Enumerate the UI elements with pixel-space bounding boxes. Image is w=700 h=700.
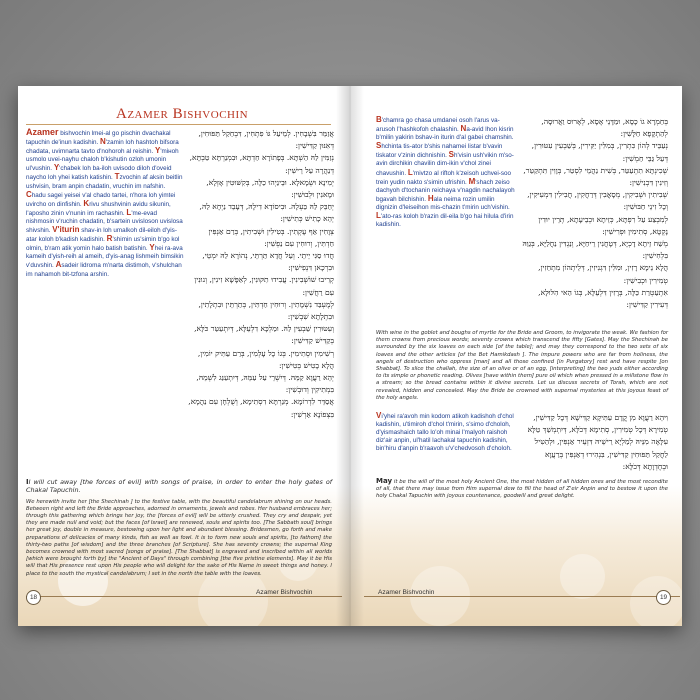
left-page: [18, 86, 350, 626]
hebrew-block: [520, 412, 668, 473]
heading-rule: [26, 124, 331, 125]
hebrew-stanza: הֲלָא נֵימָא רָזִין, וּמִלִּין דִּגְנִיזִין, דְּלֵיתְהוֹן מִתְחַזִין, טְמִירִין וּכְבִישִׁין:: [538, 263, 668, 285]
hebrew-stanza: שְׁבִיתִין וּשְׁבִיקִין, מְסָאֲבִין דְּרַחֲקִין, חֲבִילִין דִּמְעִיקִין, וְכָל זִינֵי חַבּוּשִׁין:: [527, 190, 668, 212]
footer-title: Azamer Bishvochin: [378, 589, 435, 596]
transliteration-column: [376, 116, 516, 229]
transliteration-text: [376, 116, 516, 229]
stanza-text: 'mivtzo al riftoh k'zeisoh uchvei-soo trein yudin nakto s'simin ufrishin.: [376, 169, 512, 186]
stanza-text: 'chabek loh ba-iloh uvisodo diloh d'oveid naycho loh yhei katish katishin.: [26, 165, 172, 182]
stanza-lead: C: [26, 189, 32, 199]
open-book: [18, 86, 682, 626]
hebrew-stanza: נְעַבֵּיד לְהוֹן כִּתְרִין, בְּמִלִּין יַקִּירִין, בְּשַׁבְעִין עִטּוּרִין, דְּעַל גַּבֵּי חַמְשִׁין:: [531, 141, 668, 163]
bokeh-light: [560, 554, 605, 599]
hebrew-stanza: בְּחַמְרָא גוֹ כָסָא, וּמַדָּנֵי אָסָא, לְאָרוּס וַאֲרוּסָה, לְהַתְקָפָא חַלָּשִׁין:: [541, 117, 668, 139]
stanza-text: ala neima rozin umilin dignizin d'leiseihon mis-chazin t'mirin uch'vishin.: [376, 195, 510, 211]
english-translation: [26, 478, 332, 578]
hebrew-stanza: אֲסַדֵּר לִדְרוֹמָא. מְנַרְתָּא דִסְתִימָא, וְשֻׁלְחָן עִם נַהֲמָא, בִּצְפוֹנָא אַרְשִׁין:: [188, 397, 334, 419]
english-paragraph: With wine in the goblet and boughs of myrtle for the Bride and Groom, to invigorate the weak. We fashion for them crowns from precious words; seventy crowns which transcend the fifty [Gates]. May the Shechinah be surrounded by the six loaves on each side [of the table]; and may they correspond to the two sets of six loaves and the other articles [of the Bet Hamikdash ]. The impure powers who are far from holiness, the angels of destruction who oppress [man] and all those confined [in Purgatory] rest and have respite [on Shabbat]. To slice the challah, the size of an olive or of an egg, [interpreting] the two yuds either according to its simple or phonetic reading. Olives [have within them] pure oil which when pressed in a millstone flow in a stream; so the bread contains within it divine secrets. Let us discuss secrets of Torah, which are not revealed, hidden and concealed. May the Bride be crowned with supernal mysteries at this joyous feast of the holy angels.: [376, 330, 668, 401]
stanza-text: 'mінoh usmolo uvei-nayhu chaloh b'kishutin ozloh umonin ul'vushin.: [26, 148, 179, 173]
transliteration-block: [376, 412, 516, 453]
stanza-lead: S: [376, 141, 382, 151]
stanza-lead: M: [468, 176, 476, 186]
hebrew-stanza: חֲדוּ סַגִּי יֵיתֵי. וְעַל חֲדָא תַּרְתֵּי, נְהוֹרָא לַהּ יִמְטֵי, וּבִרְכָאן דִּנְפִישִׁין:: [202, 251, 334, 273]
stanza-text: zvochin af aksin beitlin ushvisin, bram anpin chadatin, vruchin im nafshin.: [26, 174, 183, 190]
stanza-lead: V: [376, 411, 382, 420]
stanza-text: h'visin ush'vikin m'so-avin dirchikin chavilin dim-ikin v'chol zinei chavushin.: [376, 152, 514, 177]
footer-rule: [26, 596, 342, 597]
stanza-lead: S: [448, 150, 454, 160]
stanza-lead: K: [83, 198, 90, 208]
hebrew-column: [188, 128, 334, 421]
page-heading: Azamer Bishvochin: [116, 106, 249, 122]
hebrew-stanza: שְׁכִינְתָּא תִתְעַטַּר, בְּשִׁית נַהֲמֵי לִסְטַר, בְּוָוִין תִּתְקַטַּר, וְזִינִין דִּכְנִישִׁין:: [523, 165, 668, 188]
stanza-lead: L: [126, 207, 132, 217]
stanza-lead: Y: [53, 163, 60, 173]
stanza-text: hchinta tis-ator b'shis nahamei listar b'vavin tiskator v'zinin dichnishin.: [376, 143, 503, 160]
hebrew-stanza: יְחַבֵּק לַהּ בַּעְלָהּ. וּבִיסוֹדָא דִילָהּ, דְּעָבֵד נַיְחָא לַהּ, יְהֵא כָתִישׁ כְּתִישִׁין:: [199, 202, 334, 224]
footer-title: Azamer Bishvochin: [256, 589, 313, 596]
stanza-text: 'chamra go chasa umdanei osoh l'arus va-arusoh l'hashkofoh chalashin.: [376, 117, 500, 134]
english-paragraph: We herewith invite her [the Shechinah ] to the festive table, with the beautiful candelabrum shining on our heads. Between right and left the Bride approaches, adorned in ornaments, jewels and robes. Her husband embraces her; through this gathering which brings her joy, the [forces of evil] will be utterly crushed. They cry and despair, yet they are made null and void; but the faces [of Israel] are renewed, souls and spirits too. [The Sabbath soul] brings her great joy, double in measure, bestowing upon her light and abundant blessing. Bridesmen, go forth and make preparations of delicacies of many kinds, fish as well as fowl. It is to form new souls and spirits, [to fathom] the thirty-two paths [of wisdom] and the three branches [of Scripture]. She has seventy crowns; the supernal King becomes crowned with most sacred [songs of praise]. [The Shabbat] is engraved and inscribed within all worlds [which were brought forth by] the "Ancient of Days" through combining [the five pristine elements]. May it be His will that His presence rest upon His people who will delight for the sake of His Name in sweet things and honey. I place to the south the mystical candelabrum; I set in the north the table with the loaves.: [26, 498, 332, 577]
hebrew-stanza: אֲזַמֵּר בִּשְׁבָחִין. לְמֵיעַל גּוֹ פִתְחִין, דִּבְחַקַל תַּפּוּחִין, דְּאִנּוּן קַדִּישִׁין:: [198, 129, 334, 151]
hebrew-stanza: לְמֶעְבַּד נִשְׁמָתִין. וְרוּחִין חַדְתִּין, בְּתַרְתֵּין וּבִתְלָתִין, וּבִתְלָתָא שִׁבְשִׁין:: [198, 299, 334, 322]
english-translation: [376, 478, 668, 501]
stanza-lead: N: [100, 137, 106, 147]
stanza-lead: R: [106, 234, 113, 244]
hebrew-stanza: יְמִינָא וּשְׂמָאלָא. וּבֵינַיְהוּ כַלָּה, בְּקִשּׁוּטִין אָזְלָא, וּמָאנִין וּלְבוּשִׁין:: [206, 177, 334, 200]
stanza-text: 'shach zeiso dachyoh d'tochanin reichaya v'nagdin nachalayoh bgavah bilchishin.: [376, 178, 515, 203]
stanza-text: i'yhei ra'avoh min kodom atikoh kadishoh d'chol kadishin, u'timiroh d'chol t'mirin, s'simo d'choloh, d'yismashaich tallo lo'oh minai l'malyoh raishoh diz'air anpin, ul'hatil lachakal tapuchin kadishin, bin'hiru d'anpin b'raavoh u'v'chedvosoh d'choloh.: [376, 413, 514, 453]
english-paragraph: May it be the will of the most holy Ancient One, the most hidden of all hidden ones and the most recondite of all, that there may issue from Him supernal dew to fill the head of Z'eir Anpin and to bestow it upon the holy Chakal Tapuchin with joyous countenance, goodwill and great delight.: [376, 477, 668, 500]
stanza-lead: Y: [154, 146, 161, 156]
stanza-text: 'ato-ras koloh b'razin dil-eila b'go hai hilula d'irin kadishin.: [376, 213, 514, 229]
stanza-text: shav-in loh umalkoh dil-eiloh d'yis-atar koloh b'kadish kadishin.: [26, 227, 177, 244]
stanza-lead: Y: [149, 243, 155, 253]
stanza-text: 'me-evad nishmosin v'ruchin chadatin, b'sartein uvisloson uvislosa shivshin.: [26, 209, 183, 235]
footer-rule: [364, 596, 680, 597]
hebrew-stanza: מְשַׁח זֵיתָא דָכְיָא, דְּטָחֲנִין רֵיחַיָּא, וְנַגְדִּין נַחֲלַיָּא, בְּגַוַּהּ בִּלְחִישִׁין:: [522, 239, 668, 261]
transliteration-text: [26, 128, 184, 279]
transliteration-column: [26, 128, 184, 279]
stanza-lead: V'iturin: [52, 225, 80, 235]
stanza-lead: H: [427, 193, 434, 203]
stanza-text: 'zamin loh hashtoh bifsora chadata, uvimnarta tavto d'nohoroh al reishin.: [26, 139, 179, 156]
stanza-lead: N: [460, 124, 467, 134]
stanza-text: bishvochin lmei-al go pischin dvachakal tapuchin de'inun kadishin.: [26, 130, 171, 147]
hebrew-column: [520, 116, 668, 311]
hebrew-stanza: נְזַמִּין לַהּ הַשְׁתָּא. בְּפָתוֹרָא חַדְתָּא, וּבִמְנַרְתָּא טַבְתָּא, דְּנַהֲרָה עַל רֵישִׁין:: [189, 153, 334, 175]
english-lead-line: II will cut away [the forces of evil] with songs of praise, in order to enter the holy gates of Chakal Tapuchin.: [26, 478, 332, 495]
hebrew-stanza: צְוָחִין אַף עָקְתִין. בְּטִילִין וּשְׁבִיתִין, בְּרַם אַנְפִּין חַדְתִּין, וְרוּחִין עִם נַפְשִׁין:: [208, 226, 334, 248]
stanza-text: a-avid lhon kisrin b'milin yakirin bshav-in iturin d'al gabei chamshin.: [376, 126, 514, 142]
stanza-text: hei ra-ava kameih d'yish-reih al ameih, d'yis-anag lishmeih bimsikin v'duvshin.: [26, 245, 184, 270]
transliteration-text: [376, 412, 516, 453]
stanza-lead: Azamer: [26, 127, 59, 137]
hebrew-stanza: וְעִטּוּרִין שַׁבְעִין לַהּ. וּמַלְכָּא דִלְעֵלָּא, דְּיִתְעַטַּר כֹּלָּא, בְּקַדִּישׁ קַדִּישִׁין:: [194, 324, 334, 346]
english-translation: [376, 330, 668, 402]
stanza-text: sadeir lidroma m'narta distimoh, v'shulchan im nahamoh bit-tzfona arshin.: [26, 262, 182, 278]
hebrew-stanza: וִיהֵא רַעֲוָא מִן קֳדָם עַתִּיקָא קַדִּישָׁא דְּכָל קַדִּישִׁין, טְמִירָא דְּכָל טְמִירִין, סְתִימָא דְּכֹלָּא, דְּיִתְמְשַׁךְ טַלָּא עִלָּאָה מִנֵּיהּ לְמַלְיָא רֵישֵׁיהּ דִּזְעֵיר אַנְפִּין, וּלְהַטִּיל לַחֲקַל תַּפּוּחִין קַדִּישִׁין, בִּנְהִירוּ דְאַנְפִּין בְּרַעֲוָא וּבְחֶדְוָתָא דְּכֹלָּא:: [527, 413, 668, 471]
stanza-text: 'shimin us'simin b'go kol olmin, b'ram atik yomin halo batish batishin.: [26, 236, 180, 253]
hebrew-stanza: לְמִבְצַע עַל רִפְתָּא, כְּזֵיתָא וּכְבֵיעָתָא, תְּרֵין יוּדִין נָקְטָא, סְתִימִין וּפְרִישִׁין:: [538, 214, 668, 236]
stanza-lead: A: [55, 260, 62, 270]
stanza-text: hadu sagei yeisei v'al chado tartei, n'hora loh yimtei uvircho on dinfishin.: [26, 191, 176, 208]
stanza-lead: L: [376, 211, 381, 221]
stanza-text: rivu shushvinin avidu sikunin, l'aposho zinin v'nunin im rachashin.: [26, 200, 171, 217]
stanza-lead: T: [114, 172, 120, 182]
page-number: 19: [656, 590, 671, 605]
right-page: [350, 86, 682, 626]
hebrew-stanza: קְרִיבוּ שׁוֹשְׁבִינִין. עֲבִידוּ תִקּוּנִין, לְאַפָּשָׁא זִינִין, וְנוּנִין עִם רַחֲשִׁין:: [194, 275, 334, 297]
stanza-lead: L: [407, 167, 413, 177]
hebrew-stanza: יְהֵא רַעֲוָא קַמֵּהּ. דְּיִשְׁרֵי עַל עַמֵּהּ, דְּיִתְעַנַּג לִשְׁמֵהּ, בִּמְתִיקִין וְדוּבְשִׁין:: [196, 373, 334, 395]
hebrew-stanza: רְשִׁימִין וּסְתִימִין. בְּגוֹ כָל עָלְמִין, בְּרַם עַתִּיק יוֹמִין, הֲלָא בָטִישׁ בְּטִישִׁין:: [197, 348, 334, 370]
stanza-lead: B: [376, 115, 382, 124]
page-number: 18: [26, 590, 41, 605]
hebrew-stanza: אִתְעַטְרַת כַּלָּה, בְּרָזִין דִּלְעֵלָּא, בְּגוֹ הַאי הִלּוּלָא, דְּעִירִין קַדִּישִׁין:: [538, 287, 668, 310]
